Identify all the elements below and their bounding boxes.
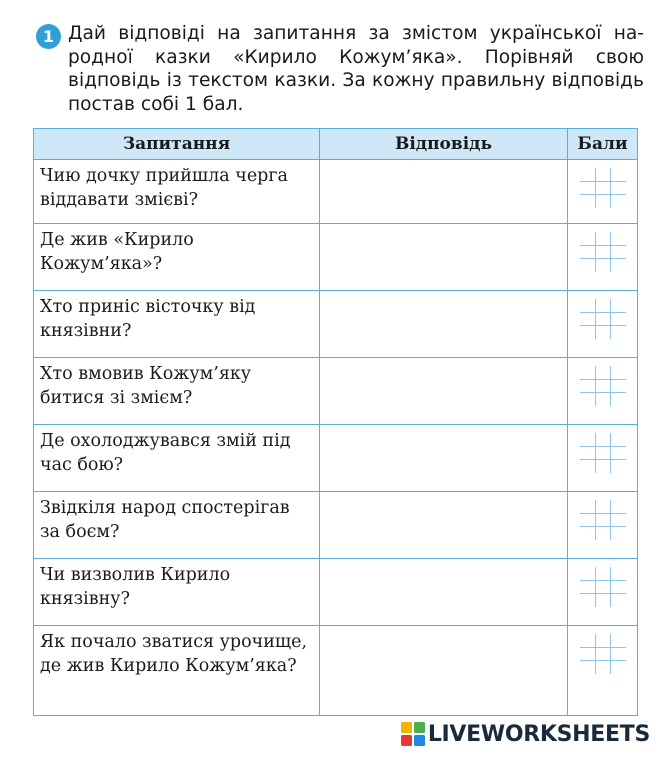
answer-field[interactable] [320, 358, 568, 425]
header-question: Запитання [34, 129, 320, 160]
score-grid-icon[interactable] [580, 634, 626, 674]
table-header-row [34, 129, 638, 160]
table-row [34, 358, 638, 425]
answer-field[interactable] [320, 559, 568, 626]
score-cell [568, 224, 638, 291]
score-cell [568, 492, 638, 559]
score-cell [568, 291, 638, 358]
table-row [34, 160, 638, 224]
table-row [34, 224, 638, 291]
table-row [34, 492, 638, 559]
question-cell: Хто приніс вісточку від князівни? [34, 291, 320, 358]
score-grid-icon[interactable] [580, 232, 626, 272]
score-cell [568, 559, 638, 626]
liveworksheets-logo-icon [401, 722, 425, 746]
score-cell [568, 358, 638, 425]
questions-table [33, 128, 638, 716]
score-cell [568, 626, 638, 716]
question-cell: Де жив «Кирило Кожум’яка»? [34, 224, 320, 291]
question-cell: Хто вмовив Кожум’яку битися зі змієм? [34, 358, 320, 425]
task-number-badge: 1 [36, 24, 61, 49]
task-text: Дай відповіді на запитання за змістом української народної казки «Кирило Кожум’яка». Порівняй свою відповідь із текстом казки. За кожну правильну відповідь постав собі 1 бал. [68, 23, 644, 115]
question-cell: Звідкіля народ спостерігав за боєм? [34, 492, 320, 559]
liveworksheets-watermark [401, 721, 650, 747]
score-grid-icon[interactable] [580, 567, 626, 607]
table-row [34, 559, 638, 626]
question-cell: Чию дочку прийшла черга віддавати змієві? [34, 160, 320, 224]
question-cell: Як почало зватися урочище, де жив Кирило Кожум’яка? [34, 626, 320, 716]
table-row [34, 291, 638, 358]
answer-field[interactable] [320, 160, 568, 224]
answer-field[interactable] [320, 224, 568, 291]
answer-field[interactable] [320, 291, 568, 358]
header-score: Бали [568, 129, 638, 160]
answer-field[interactable] [320, 425, 568, 492]
score-cell [568, 160, 638, 224]
answer-field[interactable] [320, 492, 568, 559]
question-cell: Чи визволив Кирило князівну? [34, 559, 320, 626]
table-row [34, 425, 638, 492]
table-row [34, 626, 638, 716]
score-grid-icon[interactable] [580, 366, 626, 406]
score-grid-icon[interactable] [580, 500, 626, 540]
score-grid-icon[interactable] [580, 433, 626, 473]
watermark-text: LIVEWORKSHEETS [427, 721, 650, 747]
question-cell: Де охолоджувався змій під час бою? [34, 425, 320, 492]
score-grid-icon[interactable] [580, 168, 626, 208]
score-cell [568, 425, 638, 492]
task-instruction [36, 22, 644, 116]
answer-field[interactable] [320, 626, 568, 716]
score-grid-icon[interactable] [580, 299, 626, 339]
header-answer: Відповідь [320, 129, 568, 160]
